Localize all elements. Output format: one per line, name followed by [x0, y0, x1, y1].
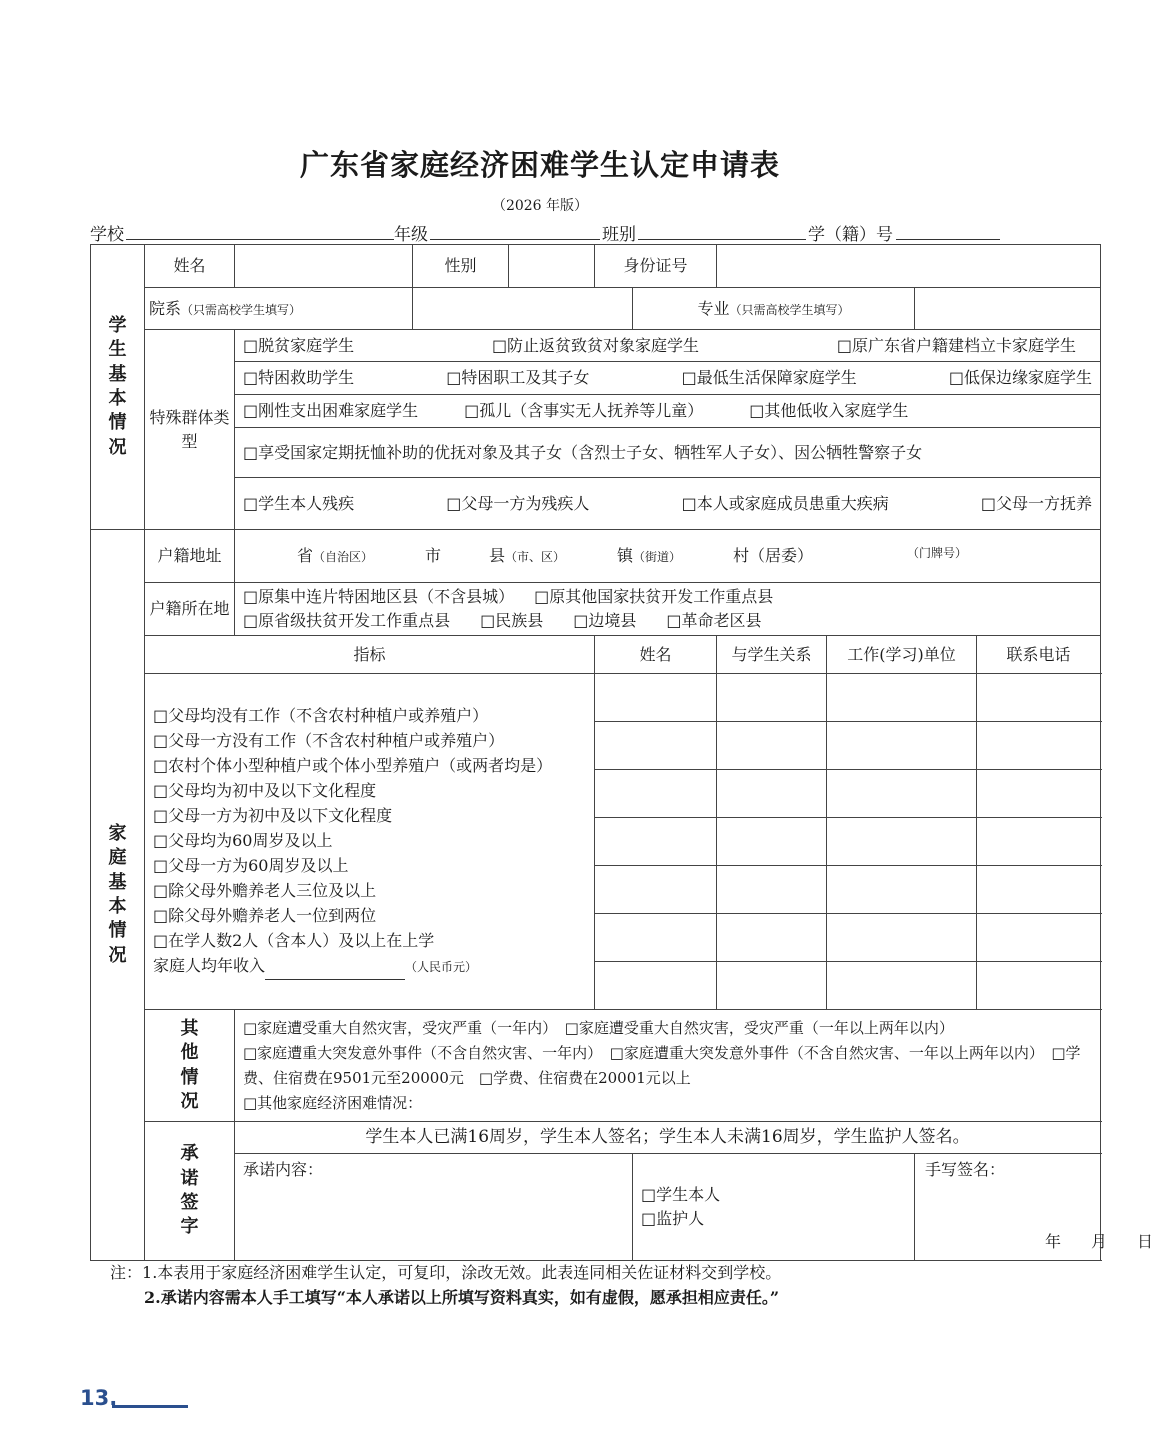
special-group-option[interactable]: □其他低收入家庭学生 — [749, 401, 909, 420]
special-group-row-4[interactable] — [235, 428, 1101, 478]
member-name-cell[interactable] — [595, 914, 717, 962]
income-input[interactable] — [265, 963, 405, 980]
student-no-field[interactable] — [896, 239, 1000, 240]
other-situations-list[interactable] — [235, 1010, 1101, 1122]
special-group-option[interactable]: □享受国家定期抚恤补助的优抚对象及其子女（含烈士子女、牺牲军人子女）、因公牺牲警察子女 — [243, 442, 923, 462]
family-indicator-option[interactable]: □父母一方为初中及以下文化程度 — [153, 806, 393, 825]
special-group-option[interactable]: □防止返贫致贫对象家庭学生 — [491, 335, 700, 355]
name-label: 姓名 — [145, 245, 235, 288]
name-input[interactable] — [235, 245, 413, 288]
signature-instruction: 学生本人已满16周岁，学生本人签名；学生本人未满16周岁，学生监护人签名。 — [235, 1122, 1101, 1154]
member-name-cell[interactable] — [595, 866, 717, 914]
family-section-label: 家庭基本情况 — [91, 530, 145, 1261]
phone-column-header: 联系电话 — [977, 636, 1101, 674]
hukou-location-option[interactable]: □民族县 — [480, 611, 544, 630]
special-group-option[interactable]: □学生本人残疾 — [243, 493, 355, 513]
class-field[interactable] — [638, 239, 806, 240]
handwritten-signature-field[interactable]: 手写签名： 年 月 日 — [915, 1154, 1101, 1261]
hukou-location-options[interactable] — [235, 583, 1101, 636]
special-group-option[interactable]: □父母一方抚养 — [980, 493, 1093, 513]
student-no-label: 学（籍）号 — [808, 225, 893, 245]
family-indicator-option[interactable]: □父母一方为60周岁及以上 — [153, 856, 349, 875]
special-group-row-1[interactable] — [235, 330, 1101, 362]
relation-column-header: 与学生关系 — [717, 636, 827, 674]
member-work-cell[interactable] — [827, 818, 977, 866]
signer-type-options[interactable] — [633, 1154, 915, 1261]
member-phone-cell[interactable] — [977, 770, 1101, 818]
gender-label: 性别 — [413, 245, 509, 288]
member-work-cell[interactable] — [827, 770, 977, 818]
student-section-label: 学生基本情况 — [91, 245, 145, 530]
special-group-option[interactable]: □父母一方为残疾人 — [446, 493, 590, 513]
family-indicator-option[interactable]: □除父母外赡养老人一位到两位 — [153, 906, 377, 925]
page-number: 13. — [80, 1386, 118, 1410]
class-label: 班别 — [602, 225, 636, 245]
special-group-option[interactable]: □本人或家庭成员患重大疾病 — [681, 493, 889, 513]
promise-section-label: 承诺签字 — [145, 1122, 235, 1261]
signer-self-checkbox[interactable]: □学生本人 — [641, 1185, 721, 1204]
hukou-location-option[interactable]: □原省级扶贫开发工作重点县 — [243, 611, 451, 630]
application-form-table — [90, 244, 1153, 1261]
family-indicator-list[interactable] — [145, 674, 595, 1010]
family-indicator-option[interactable]: □父母一方没有工作（不含农村种植户或养殖户） — [153, 731, 505, 750]
family-indicator-option[interactable]: □除父母外赡养老人三位及以上 — [153, 881, 377, 900]
member-phone-cell[interactable] — [977, 674, 1101, 722]
member-relation-cell[interactable] — [717, 818, 827, 866]
member-name-cell[interactable] — [595, 962, 717, 1010]
other-situation-line: □其他家庭经济困难情况： — [243, 1093, 423, 1112]
member-work-cell[interactable] — [827, 866, 977, 914]
form-edition: （2026 年版） — [491, 198, 589, 214]
member-work-cell[interactable] — [827, 962, 977, 1010]
id-no-label: 身份证号 — [595, 245, 717, 288]
grade-field[interactable] — [430, 239, 600, 240]
special-group-option[interactable]: □特困职工及其子女 — [446, 368, 590, 387]
hukou-location-label: 户籍所在地 — [145, 583, 235, 636]
id-no-input[interactable] — [717, 245, 1101, 288]
member-phone-cell[interactable] — [977, 722, 1101, 770]
income-line: 家庭人均年收入 （人民币元） — [153, 953, 586, 980]
hukou-location-option[interactable]: □原集中连片特困地区县（不含县城） — [243, 587, 515, 606]
promise-content-field[interactable]: 承诺内容： — [235, 1154, 633, 1261]
gender-input[interactable] — [509, 245, 595, 288]
grade-label: 年级 — [394, 225, 428, 245]
special-group-option[interactable]: □原广东省户籍建档立卡家庭学生 — [836, 335, 1076, 355]
member-work-cell[interactable] — [827, 914, 977, 962]
work-unit-column-header: 工作(学习)单位 — [827, 636, 977, 674]
special-group-row-2[interactable] — [235, 362, 1101, 395]
member-relation-cell[interactable] — [717, 914, 827, 962]
special-group-option[interactable]: □特困救助学生 — [243, 368, 355, 387]
department-label: 院系（只需高校学生填写） — [145, 288, 413, 330]
form-notes: 注：1.本表用于家庭经济困难学生认定，可复印，涂改无效。此表连同相关佐证材料交到学校。 2.承诺内容需本人手工填写“本人承诺以上所填写资料真实，如有虚假，愿承担相应责任。” — [110, 1263, 782, 1307]
major-input[interactable] — [915, 288, 1101, 330]
member-name-cell[interactable] — [595, 770, 717, 818]
family-indicator-option[interactable]: □农村个体小型种植户或个体小型养殖户（或两者均是） — [153, 756, 553, 775]
hukou-location-option[interactable]: □边境县 — [573, 611, 637, 630]
member-relation-cell[interactable] — [717, 866, 827, 914]
form-title: 广东省家庭经济困难学生认定申请表 — [299, 148, 780, 182]
other-section-label: 其他情况 — [145, 1010, 235, 1122]
special-group-option[interactable]: □最低生活保障家庭学生 — [681, 368, 857, 387]
member-name-cell[interactable] — [595, 818, 717, 866]
member-name-cell[interactable] — [595, 674, 717, 722]
school-label: 学校 — [90, 225, 124, 245]
signer-guardian-checkbox[interactable]: □监护人 — [641, 1209, 705, 1228]
special-group-row-3[interactable] — [235, 395, 1101, 428]
family-indicator-option[interactable]: □父母均为初中及以下文化程度 — [153, 781, 377, 800]
member-phone-cell[interactable] — [977, 818, 1101, 866]
hukou-address-field[interactable]: 省（自治区） 市 县（市、区） 镇（街道） 村（居委） （门牌号） — [235, 530, 1101, 583]
member-name-column-header: 姓名 — [595, 636, 717, 674]
major-label: 专业（只需高校学生填写） — [633, 288, 915, 330]
form-header-line — [90, 220, 1000, 244]
hukou-location-option[interactable]: □原其他国家扶贫开发工作重点县 — [534, 587, 774, 606]
member-phone-cell[interactable] — [977, 866, 1101, 914]
family-indicator-option[interactable]: □父母均没有工作（不含农村种植户或养殖户） — [153, 706, 489, 725]
member-work-cell[interactable] — [827, 722, 977, 770]
special-group-option[interactable]: □低保边缘家庭学生 — [948, 368, 1093, 387]
other-situation-line: □家庭遭重大突发意外事件（不含自然灾害、一年内） □家庭遭重大突发意外事件（不含自然灾害、一年以上两年以内） □学费、住宿费在9501元至20000元 □学费、住宿费在20001元以上 — [243, 1043, 1081, 1087]
member-relation-cell[interactable] — [717, 722, 827, 770]
other-situation-line: □家庭遭受重大自然灾害，受灾严重（一年内） □家庭遭受重大自然灾害，受灾严重（一年以上两年以内） — [243, 1018, 954, 1037]
department-input[interactable] — [413, 288, 633, 330]
family-indicator-option[interactable]: □在学人数2人（含本人）及以上在上学 — [153, 931, 435, 950]
special-group-option[interactable]: □刚性支出困难家庭学生 — [243, 401, 419, 420]
special-group-option[interactable]: □脱贫家庭学生 — [243, 335, 355, 355]
school-field[interactable] — [126, 239, 394, 240]
member-phone-cell[interactable] — [977, 914, 1101, 962]
member-relation-cell[interactable] — [717, 770, 827, 818]
special-group-row-5[interactable] — [235, 478, 1101, 530]
hukou-address-label: 户籍地址 — [145, 530, 235, 583]
member-relation-cell[interactable] — [717, 962, 827, 1010]
page-number-underline — [112, 1405, 188, 1408]
member-name-cell[interactable] — [595, 722, 717, 770]
member-relation-cell[interactable] — [717, 674, 827, 722]
special-group-option[interactable]: □孤儿（含事实无人抚养等儿童） — [464, 401, 704, 420]
indicator-column-header: 指标 — [145, 636, 595, 674]
special-group-label: 特殊群体类型 — [145, 330, 235, 530]
member-phone-cell[interactable] — [977, 962, 1101, 1010]
hukou-location-option[interactable]: □革命老区县 — [666, 611, 762, 630]
member-work-cell[interactable] — [827, 674, 977, 722]
family-indicator-option[interactable]: □父母均为60周岁及以上 — [153, 831, 333, 850]
